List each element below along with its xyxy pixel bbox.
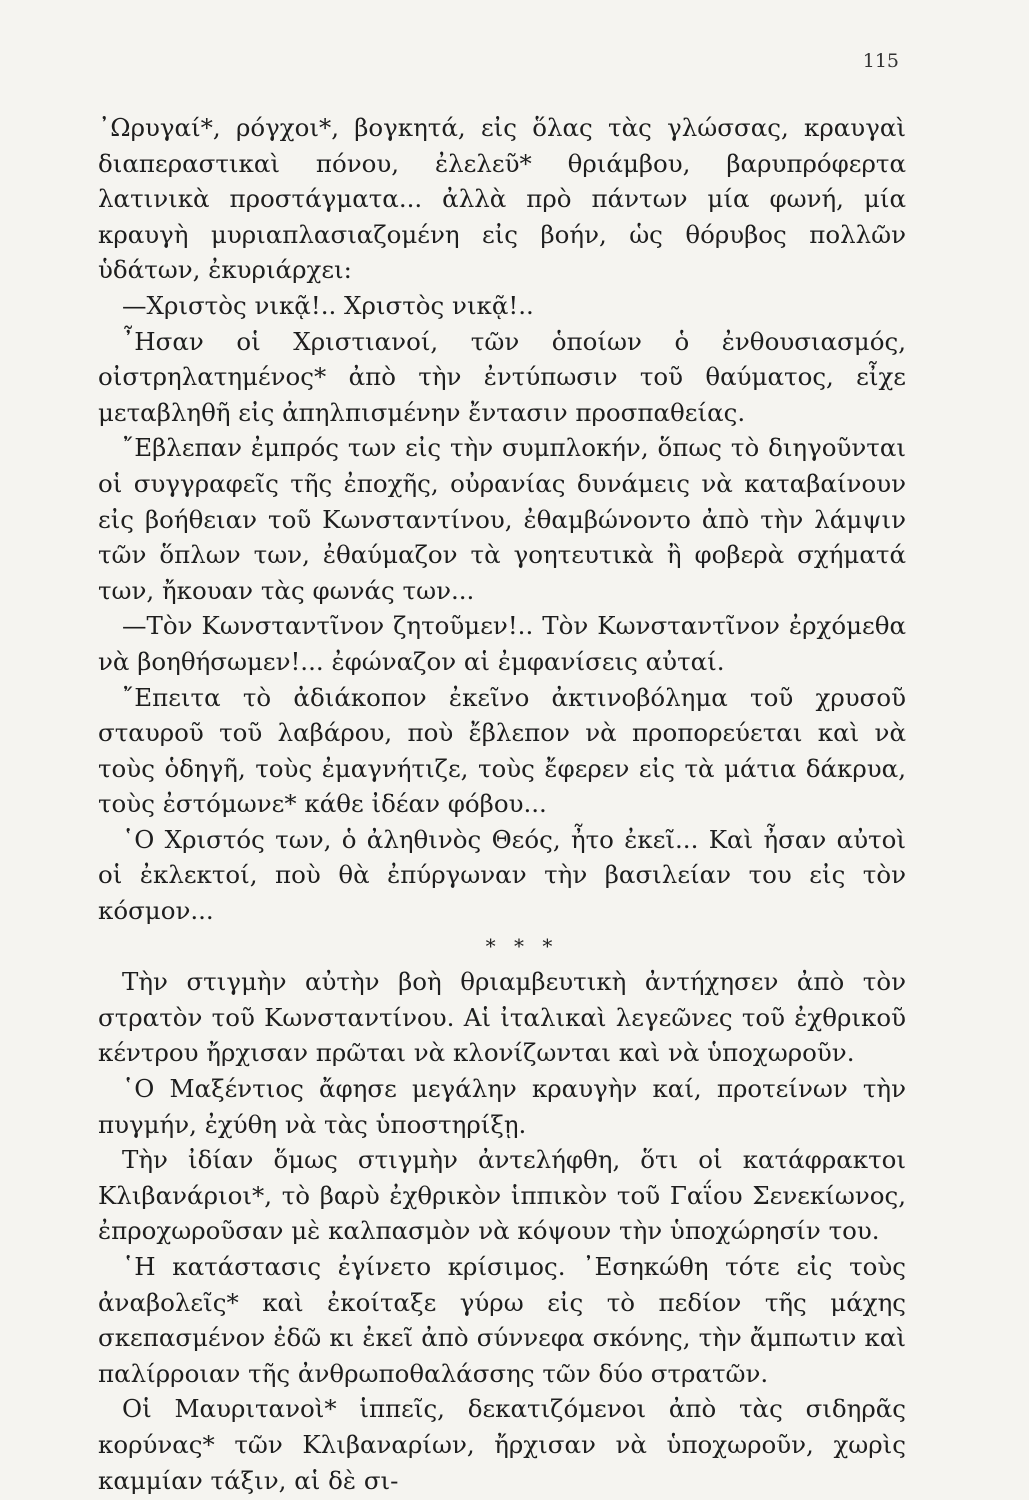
paragraph-1: ᾿Ωρυγαί*, ρόγχοι*, βογκητά, εἰς ὅλας τὰς γλώσσας, κραυγαὶ διαπεραστικαὶ πόνου, ἐλελεῦ* θριάμβου, βαρυπρόφερτα λατινικὰ προστάγματα... ἀλλὰ πρὸ πάντων μία φωνή, μία κραυγὴ μυριαπλασιαζομένη εἰς βοήν, ὡς θόρυβος πολλῶν ὑδάτων, ἐκυριάρχει: <box>98 113 906 285</box>
paragraph-6: ῎Επειτα τὸ ἀδιάκοπον ἐκεῖνο ἀκτινοβόλημα τοῦ χρυσοῦ σταυροῦ τοῦ λαβάρου, ποὺ ἔβλεπον νὰ προπορεύεται καὶ νὰ τοὺς ὁδηγῆ, τοὺς ἐμαγνήτιζε, τοὺς ἔφερεν εἰς τὰ μάτια δάκρυα, τοὺς ἐστόμωνε* κάθε ἰδέαν φόβου... <box>98 682 906 819</box>
paragraph-12: Οἱ Μαυριτανοὶ* ἱππεῖς, δεκατιζόμενοι ἀπὸ τὰς σιδηρᾶς κορύνας* τῶν Κλιβαναρίων, ἤρχισαν νὰ ὑποχωροῦν, χωρὶς καμμίαν τάξιν, αἱ δὲ σι- <box>98 1394 906 1495</box>
paragraph-5-dialogue: —Τὸν Κωνσταντῖνον ζητοῦμεν!.. Τὸν Κωνσταντῖνον ἐρχόμεθα νὰ βοηθήσωμεν!... ἐφώναζον αἱ ἐμφανίσεις αὐταί. <box>98 611 906 676</box>
page-number: 115 <box>862 50 899 72</box>
paragraph-2-dialogue: —Χριστὸς νικᾷ!.. Χριστὸς νικᾷ!.. <box>122 290 534 320</box>
paragraph-8: Τὴν στιγμὴν αὐτὴν βοὴ θριαμβευτικὴ ἀντήχησεν ἀπὸ τὸν στρατὸν τοῦ Κωνσταντίνου. Αἱ ἰταλικαὶ λεγεῶνες τοῦ ἐχθρικοῦ κέντρου ἤρχισαν πρῶται νὰ κλονίζωνται καὶ νὰ ὑποχωροῦν. <box>98 967 906 1068</box>
paragraph-3: ῏Ησαν οἱ Χριστιανοί, τῶν ὁποίων ὁ ἐνθουσιασμός, οἰστρηλατημένος* ἀπὸ τὴν ἐντύπωσιν τοῦ θαύματος, εἶχε μεταβληθῆ εἰς ἀπηλπισμένην ἔντασιν προσπαθείας. <box>98 326 906 427</box>
paragraph-11: ῾Η κατάστασις ἐγίνετο κρίσιμος. ᾿Εσηκώθη τότε εἰς τοὺς ἀναβολεῖς* καὶ ἐκοίταξε γύρω εἰς τὸ πεδίον τῆς μάχης σκεπασμένον ἐδῶ κι ἐκεῖ ἀπὸ σύννεφα σκόνης, τὴν ἄμπωτιν καὶ παλίρροιαν τῆς ἀνθρωποθαλάσσης τῶν δύο στρατῶν. <box>98 1252 906 1388</box>
paragraph-7: ῾Ο Χριστός των, ὁ ἀληθινὸς Θεός, ἦτο ἐκεῖ... Καὶ ἦσαν αὐτοὶ οἱ ἐκλεκτοί, ποὺ θὰ ἐπύργωναν τὴν βασιλείαν του εἰς τὸν κόσμον... <box>98 824 906 926</box>
paragraph-4: ῎Εβλεπαν ἐμπρός των εἰς τὴν συμπλοκήν, ὅπως τὸ διηγοῦνται οἱ συγγραφεῖς τῆς ἐποχῆς, οὐρανίας δυνάμεις νὰ καταβαίνουν εἰς βοήθειαν τοῦ Κωνσταντίνου, ἐθαμβώνοντο ἀπὸ τὴν λάμψιν τῶν ὅπλων των, ἐθαύμαζον τὰ γοητευτικὰ ἢ φοβερὰ σχήματά των, ἤκουαν τὰς φωνάς των... <box>98 433 906 605</box>
paragraph-9: ῾Ο Μαξέντιος ἄφησε μεγάλην κραυγὴν καί, προτείνων τὴν πυγμήν, ἐχύθη νὰ τὰς ὑποστηρίξῃ. <box>98 1074 906 1139</box>
body-text <box>98 110 906 1498</box>
paragraph-10: Τὴν ἰδίαν ὅμως στιγμὴν ἀντελήφθη, ὅτι οἱ κατάφρακτοι Κλιβανάριοι*, τὸ βαρὺ ἐχθρικὸν ἱππικὸν τοῦ Γαΐου Σενεκίωνος, ἐπροχωροῦσαν μὲ καλπασμὸν νὰ κόψουν τὴν ὑποχώρησίν του. <box>98 1145 906 1246</box>
section-separator: * * * <box>485 933 559 958</box>
